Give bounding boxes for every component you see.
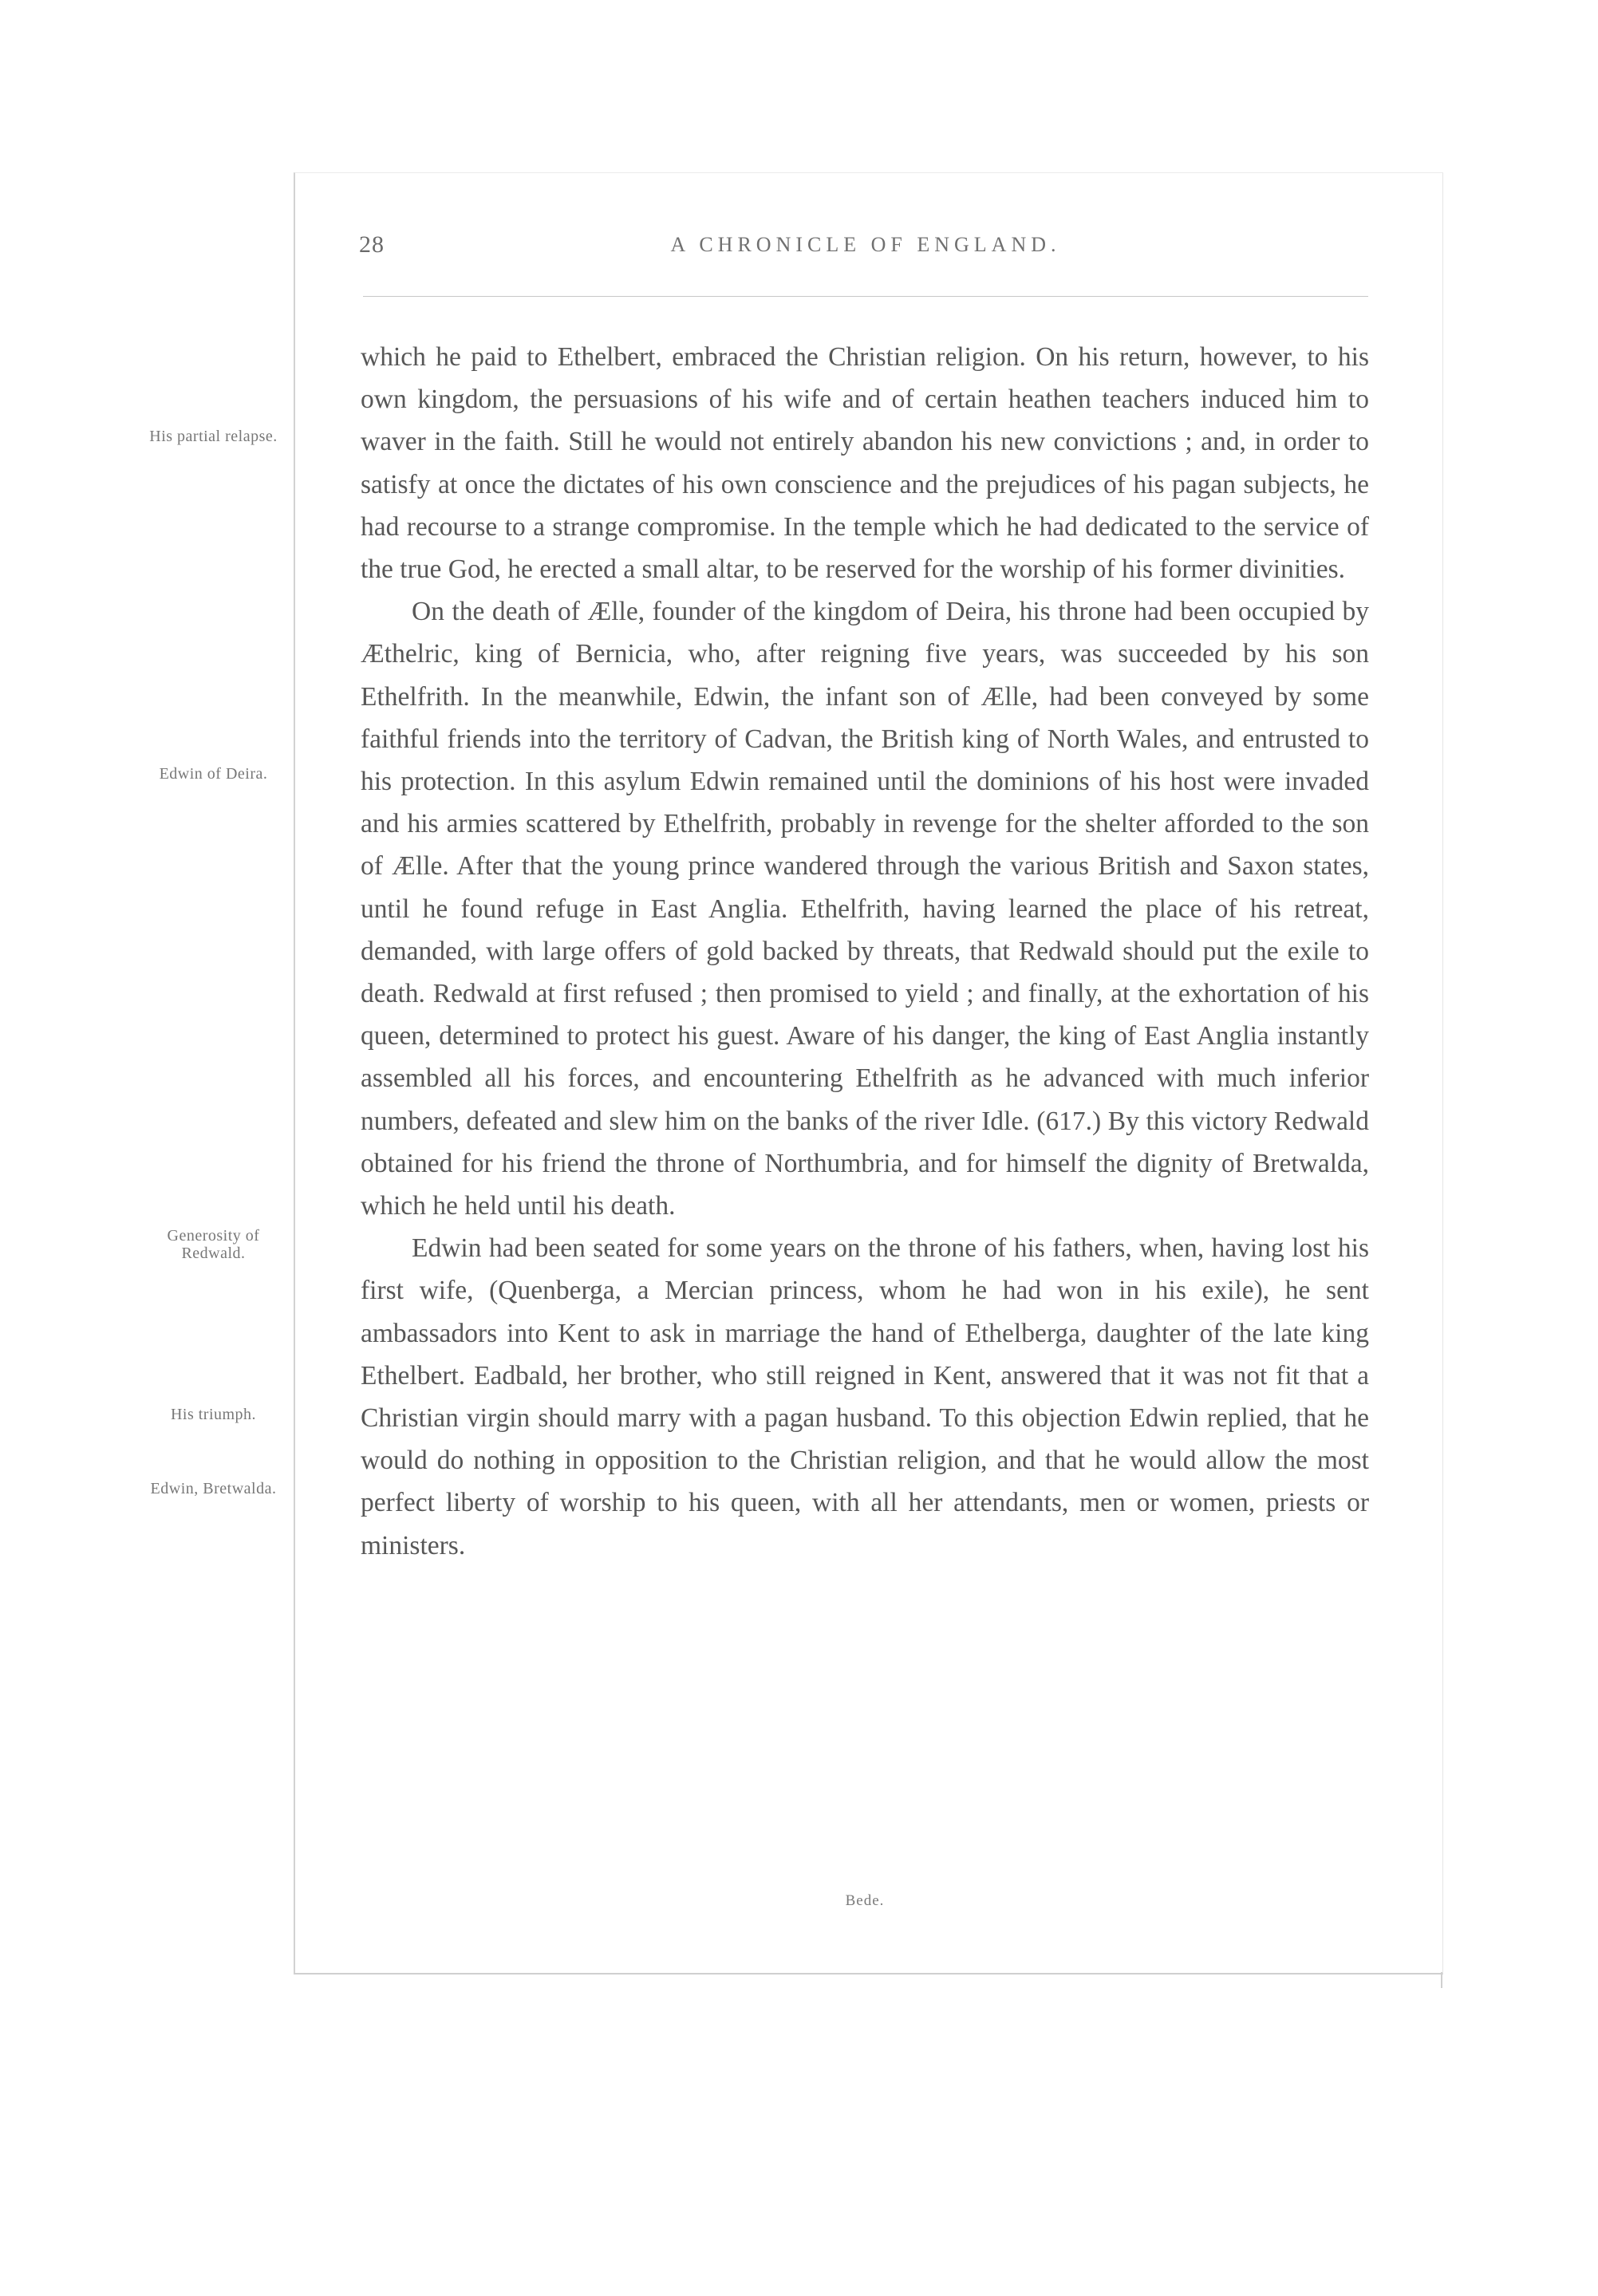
- frame-corner-tick: [1441, 1972, 1442, 1988]
- header-rule: [363, 296, 1368, 297]
- running-head: [359, 231, 1372, 271]
- margin-note-partial-relapse: His partial relapse.: [149, 428, 278, 445]
- body-text: [361, 336, 1369, 1567]
- paragraph: On the death of Ælle, founder of the kingdom of Deira, his throne had been occupied by Æthelric, king of Bernicia, who, after reigning five years, was succeeded by his son Ethelfrith. In the meanwhile, Edwin, the infant son of Ælle, had been conveyed by some faithful friends into the territory of Cadvan, the British king of North Wales, and entrusted to his protection. In this asylum Edwin remained until the dominions of his host were invaded and his armies scattered by Ethelfrith, probably in revenge for the shelter afforded to the son of Ælle. After that the young prince wandered through the various British and Saxon states, until he found refuge in East Anglia. Ethelfrith, having learned the place of his retreat, demanded, with large offers of gold backed by threats, that Redwald should put the exile to death. Redwald at first refused ; then promised to yield ; and finally, at the exhortation of his queen, determined to protect his guest. Aware of his danger, the king of East Anglia instantly assembled all his forces, and encountering Ethelfrith as he advanced with much inferior numbers, defeated and slew him on the banks of the river Idle. (617.) By this victory Redwald obtained for his friend the throne of Northumbria, and for himself the dignity of Bretwalda, which he held until his death.: [361, 597, 1369, 1221]
- margin-note-his-triumph: His triumph.: [170, 1406, 257, 1423]
- footnote-source: Bede.: [845, 1892, 885, 1909]
- margin-note-edwin-bretwalda: Edwin, Bretwalda.: [150, 1480, 277, 1497]
- page-number: 28: [359, 231, 385, 258]
- paragraph: which he paid to Ethelbert, embraced the Christian religion. On his return, however, to his own kingdom, the persuasions of his wife and of certain heathen teachers induced him to waver in the faith. Still he would not entirely abandon his new convictions ; and, in order to satisfy at once the dictates of his own conscience and the prejudices of his pagan subjects, he had recourse to a strange compromise. In the temple which he had dedicated to the service of the true God, he erected a small altar, to be reserved for the worship of his former divinities.: [361, 342, 1369, 585]
- margin-note-generosity-of-redwald: Generosity of Redwald.: [167, 1227, 260, 1262]
- margin-note-edwin-of-deira: Edwin of Deira.: [159, 765, 268, 783]
- paragraph: Edwin had been seated for some years on the throne of his fathers, when, having lost his first wife, (Quenberga, a Mercian princess, whom he had won in his exile), he sent ambassadors into Kent to ask in marriage the hand of Ethelberga, daughter of the late king Ethelbert. Eadbald, her brother, who still reigned in Kent, answered that it was not fit that a Christian virgin should marry with a pagan husband. To this objection Edwin replied, that he would do nothing in opposition to the Christian religion, and that he would allow the most perfect liberty of worship to his queen, with all her attendants, men or women, priests or ministers.: [361, 1233, 1369, 1560]
- running-title: A CHRONICLE OF ENGLAND.: [670, 233, 1061, 256]
